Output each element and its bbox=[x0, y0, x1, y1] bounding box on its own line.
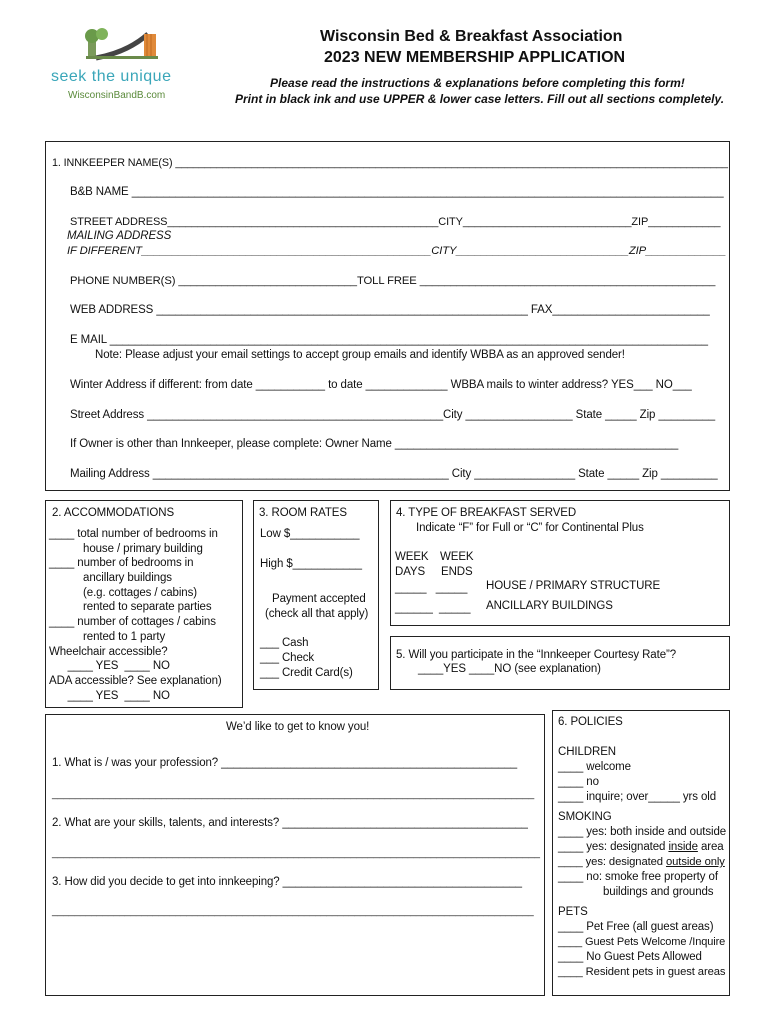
children-welcome[interactable]: ____ welcome bbox=[558, 761, 631, 773]
resident-pets[interactable]: ____ Resident pets in guest areas bbox=[558, 966, 726, 978]
smoking-outside-underlined: outside only bbox=[665, 856, 725, 868]
weekdays-header-2: DAYS bbox=[395, 566, 426, 578]
web-address-field[interactable]: WEB ADDRESS ___________________________________________________________ FAX_________________________ bbox=[70, 304, 710, 316]
acc-line[interactable]: ____ number of cottages / cabins bbox=[49, 616, 216, 629]
payment-accepted-label: Payment accepted bbox=[272, 593, 366, 605]
acc-line: rented to 1 party bbox=[49, 630, 166, 643]
courtesy-rate-options[interactable]: ____YES ____NO (see explanation) bbox=[418, 663, 601, 675]
cash-option[interactable]: ___ Cash bbox=[260, 637, 309, 649]
logo-graphic-icon bbox=[48, 24, 198, 70]
logo bbox=[48, 24, 198, 104]
weekends-header-2: ENDS bbox=[441, 566, 473, 578]
ancillary-label: ANCILLARY BUILDINGS bbox=[486, 600, 613, 612]
accommodations-title: 2. ACCOMMODATIONS bbox=[52, 507, 175, 519]
weekdays-header: WEEK bbox=[395, 551, 429, 563]
instructions-1: Please read the instructions & explanations before completing this form! bbox=[270, 76, 685, 90]
know-you-title: We’d like to get to know you! bbox=[226, 721, 370, 733]
smoking-inside-prefix: ____ yes: designated bbox=[558, 841, 669, 853]
children-heading: CHILDREN bbox=[558, 746, 616, 758]
guest-pets-welcome[interactable]: ____ Guest Pets Welcome /Inquire bbox=[558, 936, 726, 948]
smoking-outside-prefix: ____ yes: designated bbox=[558, 856, 666, 868]
mailing-address-label: MAILING ADDRESS bbox=[67, 230, 172, 242]
acc-line: ADA accessible? See explanation) bbox=[49, 674, 222, 687]
owner-mailing-field[interactable]: Mailing Address _______________________________________________ City ________________ State _____ Zip _________ bbox=[70, 468, 718, 480]
acc-line[interactable]: ____ YES ____ NO bbox=[49, 689, 170, 702]
smoking-both[interactable]: ____ yes: both inside and outside bbox=[558, 826, 727, 838]
page-title: Wisconsin Bed & Breakfast Association bbox=[320, 28, 623, 45]
phone-field[interactable]: PHONE NUMBER(S) _____________________________TOLL FREE ________________________________________________ bbox=[70, 275, 716, 287]
pet-free[interactable]: ____ Pet Free (all guest areas) bbox=[558, 921, 714, 933]
innkeeping-field[interactable]: 3. How did you decide to get into innkeeping? ______________________________________ bbox=[52, 876, 522, 888]
acc-line: house / primary building bbox=[49, 542, 203, 555]
acc-line: (e.g. cottages / cabins) bbox=[49, 586, 197, 599]
high-rate-field[interactable]: High $___________ bbox=[260, 558, 362, 570]
children-no[interactable]: ____ no bbox=[558, 776, 599, 788]
smoking-inside-suffix: area bbox=[697, 841, 724, 853]
winter-address-field[interactable]: Winter Address if different: from date ___________ to date _____________ WBBA mails to winter address? YES___ NO___ bbox=[70, 379, 692, 391]
no-guest-pets[interactable]: ____ No Guest Pets Allowed bbox=[558, 951, 702, 963]
policies-title: 6. POLICIES bbox=[558, 716, 623, 728]
smoking-outside[interactable] bbox=[558, 856, 725, 868]
bb-name-field[interactable]: B&B NAME ______________________________________________________________________________________________ bbox=[70, 186, 724, 198]
innkeeper-name-field[interactable]: 1. INNKEEPER NAME(S) ______________________________________________________________________________________________ bbox=[52, 157, 728, 169]
smoking-heading: SMOKING bbox=[558, 811, 612, 823]
smoking-none-cont: buildings and grounds bbox=[603, 886, 714, 898]
profession-field[interactable]: 1. What is / was your profession? _______________________________________________ bbox=[52, 757, 518, 769]
skills-field[interactable]: 2. What are your skills, talents, and interests? _______________________________________ bbox=[52, 817, 528, 829]
email-note: Note: Please adjust your email settings to accept group emails and identify WBBA as an approved sender! bbox=[95, 349, 625, 361]
logo-url: WisconsinBandB.com bbox=[68, 90, 166, 101]
breakfast-title: 4. TYPE OF BREAKFAST SERVED bbox=[396, 507, 577, 519]
page-subtitle: 2023 NEW MEMBERSHIP APPLICATION bbox=[324, 49, 626, 66]
profession-line-2[interactable]: ____________________________________________________________________________________ bbox=[52, 788, 535, 800]
acc-line: rented to separate parties bbox=[49, 601, 212, 614]
ancillary-breakfast-blanks[interactable]: ______ _____ bbox=[395, 602, 471, 614]
innkeeping-line-2[interactable]: ______________________________________________________________________________________ bbox=[52, 906, 534, 917]
instructions-2: Print in black ink and use UPPER & lower case letters. Fill out all sections completely. bbox=[235, 92, 725, 106]
pets-heading: PETS bbox=[558, 906, 588, 918]
house-breakfast-blanks[interactable]: _____ _____ bbox=[395, 582, 468, 594]
smoking-none[interactable]: ____ no: smoke free property of bbox=[558, 871, 718, 883]
weekends-header: WEEK bbox=[440, 551, 474, 563]
breakfast-hint: Indicate “F” for Full or “C” for Continental Plus bbox=[416, 522, 644, 534]
children-inquire[interactable]: ____ inquire; over_____ yrs old bbox=[558, 791, 717, 803]
street-address-field[interactable]: STREET ADDRESS_____________________________________________CITY____________________________ZIP____________ bbox=[70, 216, 721, 228]
check-option[interactable]: ___ Check bbox=[260, 652, 315, 664]
low-rate-field[interactable]: Low $___________ bbox=[260, 528, 360, 540]
credit-card-option[interactable]: ___ Credit Card(s) bbox=[260, 667, 353, 679]
acc-line: Wheelchair accessible? bbox=[49, 645, 168, 658]
accommodations-list bbox=[49, 528, 222, 704]
street-address-winter-field[interactable]: Street Address _______________________________________________City _________________ State _____ Zip _________ bbox=[70, 409, 716, 421]
email-field[interactable]: E MAIL _______________________________________________________________________________________________ bbox=[70, 334, 708, 346]
house-label: HOUSE / PRIMARY STRUCTURE bbox=[486, 580, 661, 592]
skills-line-2[interactable]: _____________________________________________________________________________________ bbox=[52, 847, 540, 859]
acc-line[interactable]: ____ YES ____ NO bbox=[49, 660, 170, 673]
acc-line[interactable]: ____ number of bedrooms in bbox=[49, 557, 194, 570]
acc-line[interactable]: ____ total number of bedrooms in bbox=[49, 528, 218, 540]
acc-line: ancillary buildings bbox=[49, 572, 172, 585]
room-rates-title: 3. ROOM RATES bbox=[259, 507, 347, 519]
courtesy-rate-question: 5. Will you participate in the “Innkeeper Courtesy Rate”? bbox=[396, 649, 677, 661]
owner-name-field[interactable]: If Owner is other than Innkeeper, please complete: Owner Name _____________________________________________ bbox=[70, 438, 679, 450]
payment-hint: (check all that apply) bbox=[265, 608, 369, 620]
logo-tagline: seek the unique bbox=[51, 68, 172, 85]
smoking-inside[interactable] bbox=[558, 841, 724, 853]
mailing-address-field[interactable]: IF DIFFERENT_______________________________________________CITY____________________________ZIP_____________ bbox=[67, 245, 727, 257]
smoking-inside-underlined: inside bbox=[668, 841, 698, 853]
